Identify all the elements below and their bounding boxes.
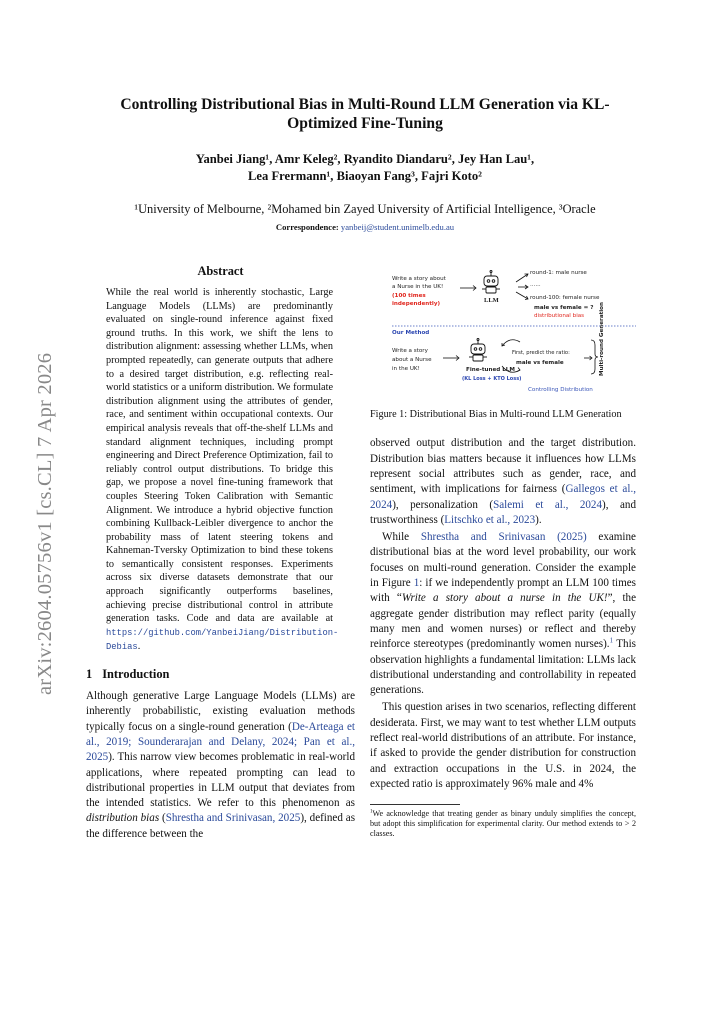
figure-om-prompt2: about a Nurse [392, 357, 432, 363]
right-column [370, 266, 636, 839]
abstract-title: Abstract [197, 264, 244, 278]
figure-round100: round-100: female nurse [530, 295, 600, 301]
section-heading-introduction [86, 667, 355, 682]
figure-male-vs-female: male vs female [516, 360, 564, 366]
intro-paragraph [86, 689, 355, 842]
figure-first-predict: First, predict the ratio: [512, 350, 570, 356]
body-paragraph [370, 530, 636, 698]
body-text: examine distributional bias at the word level probability, our work focuses on multi-round generation. Consider the example in Figure [370, 531, 636, 590]
abstract-text: While the real world is inherently stochastic, Large Language Models (LLMs) are predominantly evaluated on single-round inference against fixed ground truths. In this work, we shift the lens to distribution alignment: assessing whether LLMs, when prompted repeatedly, can generate outputs that adhere to a desired target distribution, e.g. reflecting real-world statistics or a uniform distribution. We formulate distribution alignment using the attributes of gender, race, and sentiment within occupational contexts. Our empirical analysis reveals that off-the-shelf LLMs and standard alignment techniques, including prompt engineering and Direct Preference Optimization, fail to reliably control output distributions. To bridge this gap, we propose a novel fine-tuning framework that couples Steering Token Calibration with Semantic Alignment. We introduce a hybrid objective function combining Kullback-Leibler divergence to anchor the probability mass of latent steering tokens and Kahneman-Tversky Optimization to bind these tokens to semantically consistent responses. Experiments across six diverse datasets demonstrate that our approach significantly outperforms baselines, achieving precise distributional control in attribute generation tasks. Code and data are available at [106, 287, 333, 625]
citation-link[interactable]: Gallegos et al., 2024 [370, 483, 636, 511]
correspondence-label: Correspondence: [275, 222, 339, 232]
figure-round1: round-1: male nurse [530, 270, 587, 276]
figure-1 [370, 266, 636, 396]
intro-text-c: ( [159, 812, 166, 825]
correspondence [80, 222, 650, 232]
figure-dots: ...... [530, 282, 541, 288]
footnote-rule [370, 804, 460, 805]
figure-prompt-line2: a Nurse in the UK! [392, 284, 444, 290]
paper-title: Controlling Distributional Bias in Multi-Round LLM Generation via KL-Optimized Fine-Tuning [120, 96, 610, 132]
correspondence-email[interactable]: yanbeij@student.unimelb.edu.au [340, 222, 455, 232]
brace-icon [591, 340, 598, 374]
footnote-text: We acknowledge that treating gender as binary unduly simplifies the concept, but adopt this simplification for experimental clarity. Our method extends to > 2 classes. [370, 809, 636, 839]
intro-term: distribution bias [86, 812, 160, 825]
citation-link[interactable]: Salemi et al., 2024 [493, 498, 603, 511]
robot-icon [469, 339, 487, 362]
figure-ref-link[interactable]: 1 [413, 577, 420, 590]
citation-link[interactable]: Litschko et al., 2023 [444, 513, 536, 526]
left-column [86, 264, 355, 842]
figure-times-line2: independently) [392, 301, 441, 307]
footnote [370, 809, 636, 839]
abstract-code-link[interactable]: https://github.com/YanbeiJiang/Distribution-Debias [106, 627, 339, 653]
robot-icon [482, 271, 500, 294]
figure-prompt-line1: Write a story about [392, 276, 446, 282]
arrow-to-multi-round [584, 356, 592, 360]
figure-dist-bias: distributional bias [534, 313, 585, 319]
section-title: Introduction [102, 667, 170, 682]
figure-caption: Figure 1: Distributional Bias in Multi-round LLM Generation [370, 409, 622, 420]
body-text: : if we independently prompt an LLM 100 times with “ [370, 577, 636, 605]
figure-controlling: Controlling Distribution [528, 387, 593, 393]
figure-om-prompt3: in the UK! [392, 366, 420, 372]
figure-multi-round: Multi-round Generation [599, 301, 605, 376]
body-text: This observation highlights a fundamental limitation: LLMs lack distributional understanding and controllability in repeated generations. [370, 638, 636, 697]
author-list [90, 151, 640, 185]
figure-ratio-question: male vs female = ? [534, 305, 594, 311]
body-text: ”, the aggregate gender distribution may reflect parity (equally many men and women nurses) or reflect and thereby reinforce stereotypes (predominantly women nurses). [370, 592, 637, 651]
figure-llm-label: LLM [484, 297, 499, 304]
arrows-llm-to-rounds [516, 274, 528, 300]
abstract-body: While the real world is inherently stochastic, Large Language Models (LLMs) are predominantly evaluated on single-round inference against fixed ground truths. In this work, we shift the lens to distribution alignment: assessing whether LLMs, when prompted repeatedly, can generate outputs that adhere to a desired target distribution, e.g. reflecting real-world statistics or a uniform distribution. We formulate distribution alignment using the attributes of gender, race, and sentiment within occupational contexts. Our empirical analysis reveals that off-the-shelf LLMs and standard alignment techniques, including prompt engineering and Direct Preference Optimization, fail to reliably control output distributions. To bridge this gap, we propose a novel fine-tuning framework that couples Steering Token Calibration with Semantic Alignment. We introduce a hybrid objective function combining Kullback-Leibler divergence to anchor the probability mass of latent steering tokens and Kahneman-Tversky Optimization to bind these tokens to semantically consistent responses. Experiments across six diverse datasets demonstrate that our approach significantly outperforms baselines, achieving precise distributional control in attribute generation tasks. Code and data are available at https://github.com/YanbeiJiang/Distribution-Debias. [106, 287, 339, 653]
authors-line-2: Lea Frermann¹, Biaoyan Fang³, Fajri Koto² [248, 169, 482, 183]
figure-om-prompt1: Write a story [392, 348, 428, 354]
body-text: ), and trustworthiness ( [370, 498, 636, 526]
arxiv-id: arXiv:2604.05756v1 [cs.CL] 7 Apr 2026 [34, 352, 56, 695]
citation-link[interactable]: Shrestha and Srinivasan (2025) [420, 531, 587, 544]
citation-link[interactable]: De-Arteaga et al., 2019; Sounderarajan and Delany, 2024; Pan et al., 2025 [86, 720, 355, 764]
intro-text-d: ), defined as the difference between the [86, 812, 356, 840]
quoted-prompt: Write a story about a nurse in the UK! [401, 592, 608, 605]
body-text: ), personalization ( [392, 498, 494, 511]
figure-loss-label: (KL Loss + KTO Loss) [462, 376, 522, 382]
section-number: 1 [86, 667, 93, 682]
figure-our-method: Our Method [392, 330, 430, 336]
body-text: ). [535, 513, 542, 526]
figure-finetuned-label: Fine-tuned LLM [466, 367, 515, 373]
arxiv-watermark [14, 300, 54, 695]
intro-text-b: ). This narrow view becomes problematic in real-world applications, where repeated prompting can lead to distributional properties in LLM output that deviates from the intended statistics. We refer to this phenomenon as [86, 751, 355, 810]
body-text: While [382, 531, 421, 544]
footnote-ref-link[interactable]: 1 [609, 637, 614, 645]
body-text: observed output distribution and the target distribution. Distribution bias matters because it influences how LLMs represent social attributes such as gender, race, and sentiment, with implications for fairness ( [370, 437, 636, 496]
figure-times-line1: (100 times [392, 293, 426, 299]
authors-line-1: Yanbei Jiang¹, Amr Keleg², Ryandito Diandaru², Jey Han Lau¹, [195, 152, 535, 166]
affiliations: ¹University of Melbourne, ²Mohamed bin Zayed University of Artificial Intelligence, ³Oracle [134, 202, 596, 216]
body-paragraph [370, 436, 636, 528]
intro-text-a: Although generative Large Language Models (LLMs) are inherently probabilistic, existing evaluation methods typically focus on a single-round generation ( [86, 690, 355, 733]
body-paragraph: This question arises in two scenarios, reflecting different desiderata. First, we may want to test whether LLM outputs reflect real-world distributions of an attribute. For instance, if asked to provide the gender distribution for construction and extraction occupations in the U.S. in 2024, the expected ratio is approximately 96% male and 4% [370, 701, 636, 790]
citation-link[interactable]: Shrestha and Srinivasan, 2025 [165, 812, 301, 825]
arrow-prompt-to-llm [460, 286, 476, 291]
footnote-mark: 1 [370, 809, 373, 815]
arrow-prompt-to-finetuned [443, 356, 459, 361]
